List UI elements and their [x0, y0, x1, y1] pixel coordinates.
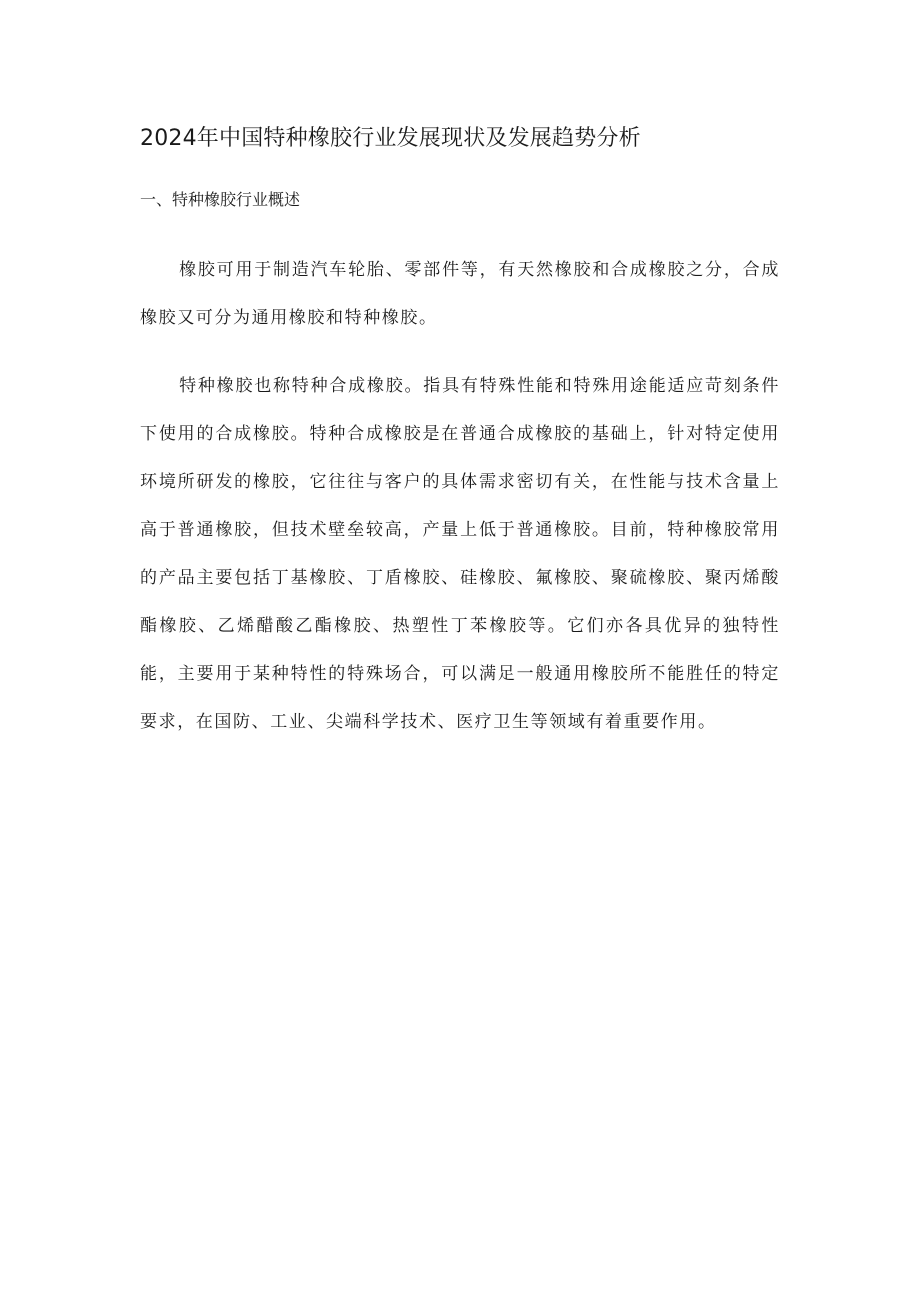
section-heading: 一、特种橡胶行业概述 — [140, 190, 301, 209]
document-title: 2024年中国特种橡胶行业发展现状及发展趋势分析 — [140, 126, 641, 151]
paragraph-special-rubber: 特种橡胶也称特种合成橡胶。指具有特殊性能和特殊用途能适应苛刻条件下使用的合成橡胶。特种合成橡胶是在普通合成橡胶的基础上，针对特定使用环境所研发的橡胶，它往往与客户的具体需求密切有关，在性能与技术含量上高于普通橡胶，但技术壁垒较高，产量上低于普通橡胶。目前，特种橡胶常用的产品主要包括丁基橡胶、丁盾橡胶、硅橡胶、氟橡胶、聚硫橡胶、聚丙烯酸酯橡胶、乙烯醋酸乙酯橡胶、热塑性丁苯橡胶等。它们亦各具优异的独特性能，主要用于某种特性的特殊场合，可以满足一般通用橡胶所不能胜任的特定要求，在国防、工业、尖端科学技术、医疗卫生等领域有着重要作用。 — [140, 376, 780, 732]
paragraph-intro: 橡胶可用于制造汽车轮胎、零部件等，有天然橡胶和合成橡胶之分，合成橡胶又可分为通用橡胶和特种橡胶。 — [140, 260, 780, 328]
